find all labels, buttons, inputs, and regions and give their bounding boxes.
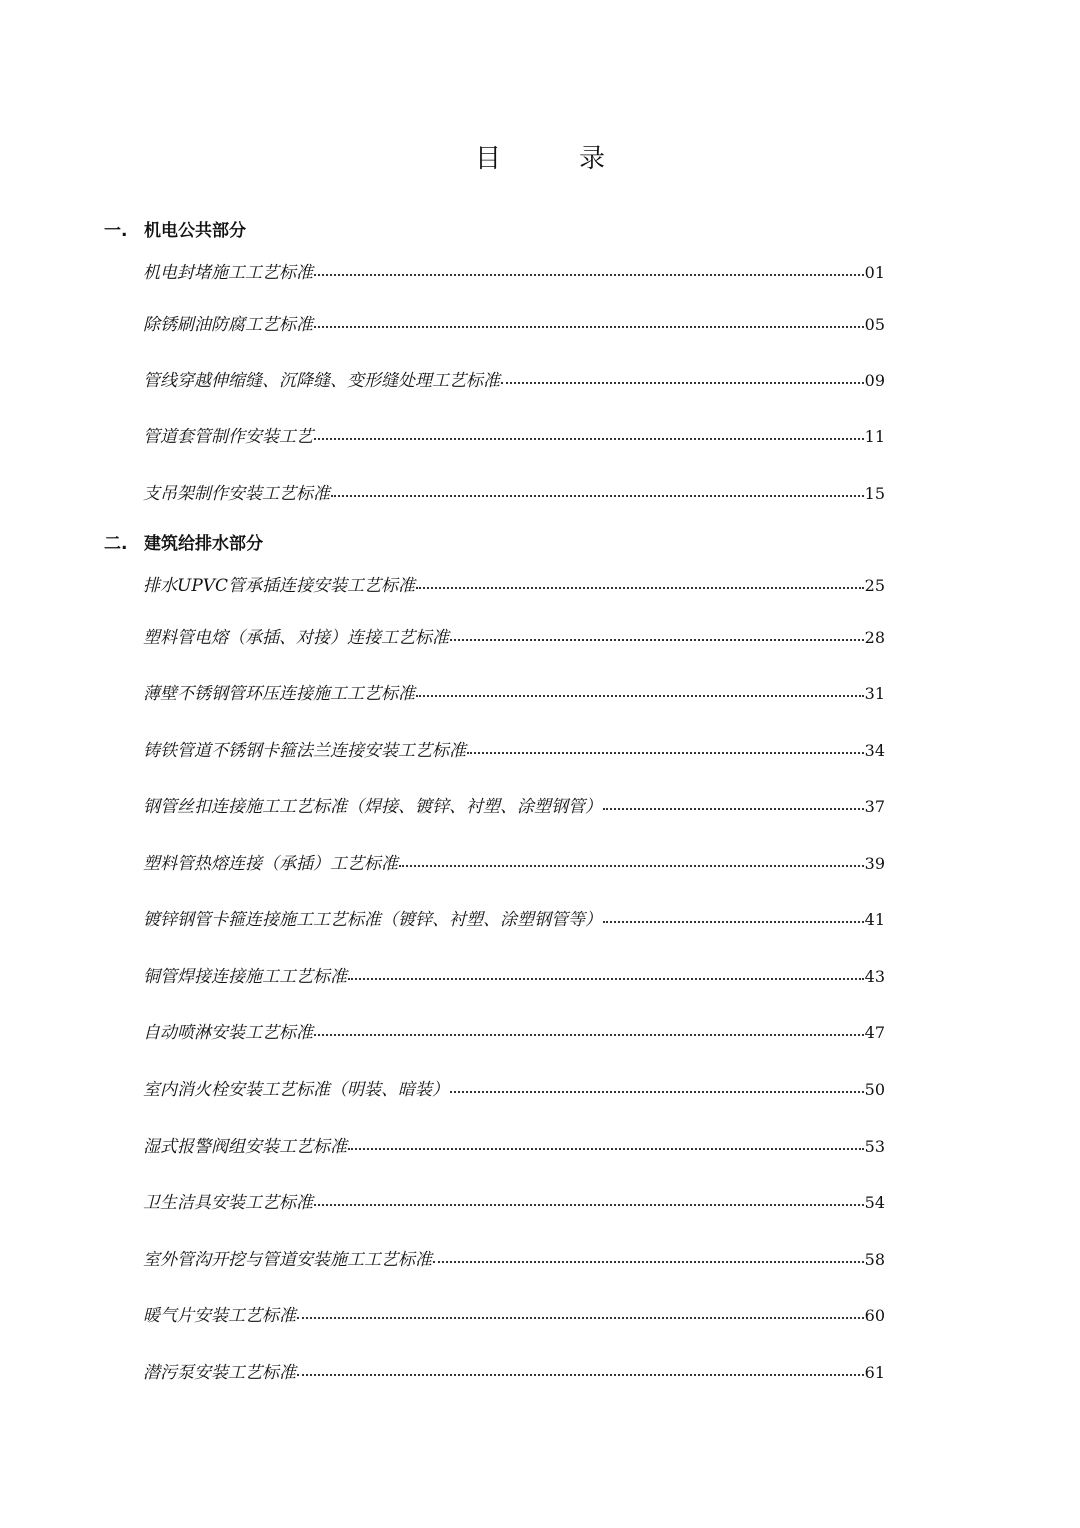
dot-leader — [433, 1261, 864, 1263]
section-title: 机电公共部分 — [144, 221, 246, 241]
toc-entry-page: 53 — [864, 1137, 885, 1156]
dot-leader — [314, 326, 864, 328]
dot-leader — [603, 808, 864, 810]
toc-entry-page: 37 — [864, 797, 885, 816]
toc-entry-label: 自动喷淋安装工艺标准 — [143, 1023, 313, 1043]
dot-leader — [314, 1034, 864, 1036]
dot-leader — [399, 865, 864, 867]
toc-entry-page: 28 — [864, 628, 885, 647]
toc-entry[interactable] — [143, 1188, 885, 1213]
toc-entry-label: 暖气片安装工艺标准 — [143, 1306, 296, 1326]
dot-leader — [450, 1091, 864, 1093]
toc-entry[interactable] — [143, 679, 885, 704]
toc-entry-page: 39 — [864, 854, 885, 873]
dot-leader — [314, 438, 864, 440]
dot-leader — [314, 1204, 864, 1206]
dot-leader — [450, 639, 864, 641]
dot-leader — [297, 1317, 864, 1319]
toc-entry-page: 11 — [864, 427, 885, 446]
toc-entry-label: 镀锌钢管卡箍连接施工工艺标准（镀锌、衬塑、涂塑钢管等） — [143, 910, 602, 930]
toc-entry-page: 60 — [864, 1306, 885, 1325]
toc-entry-page: 34 — [864, 741, 885, 760]
toc-entry-label: 塑料管热熔连接（承插）工艺标准 — [143, 854, 398, 874]
section-title: 建筑给排水部分 — [144, 534, 263, 554]
toc-entry-label: 塑料管电熔（承插、对接）连接工艺标准 — [143, 628, 449, 648]
section-heading-2 — [104, 529, 263, 554]
toc-entry[interactable] — [143, 905, 885, 930]
toc-entry-label: 潜污泵安装工艺标准 — [143, 1363, 296, 1383]
toc-entry[interactable] — [143, 258, 885, 283]
toc-entry-label: 机电封堵施工工艺标准 — [143, 263, 313, 283]
toc-entry[interactable] — [143, 623, 885, 648]
toc-entry-label: 卫生洁具安装工艺标准 — [143, 1193, 313, 1213]
toc-entry-label: 钢管丝扣连接施工工艺标准（焊接、镀锌、衬塑、涂塑钢管） — [143, 797, 602, 817]
section-number: 二. — [104, 534, 128, 554]
dot-leader — [603, 921, 864, 923]
toc-entry[interactable] — [143, 479, 885, 504]
dot-leader — [348, 1148, 864, 1150]
toc-entry-label: 铸铁管道不锈钢卡箍法兰连接安装工艺标准 — [143, 741, 466, 761]
toc-entry-label: 铜管焊接连接施工工艺标准 — [143, 967, 347, 987]
toc-entry-page: 25 — [864, 576, 885, 595]
dot-leader — [416, 695, 864, 697]
dot-leader — [331, 495, 864, 497]
dot-leader — [314, 274, 864, 276]
section-heading-1 — [104, 216, 246, 241]
toc-entry-label: 室外管沟开挖与管道安装施工工艺标准 — [143, 1250, 432, 1270]
section-number: 一. — [104, 221, 128, 241]
toc-entry[interactable] — [143, 422, 885, 447]
dot-leader — [467, 752, 864, 754]
toc-entry[interactable] — [143, 1018, 885, 1043]
toc-entry-page: 61 — [864, 1363, 885, 1382]
toc-entry[interactable] — [143, 1358, 885, 1383]
toc-entry-page: 09 — [864, 371, 885, 390]
toc-entry-page: 31 — [864, 684, 885, 703]
toc-entry[interactable] — [143, 1301, 885, 1326]
dot-leader — [297, 1374, 864, 1376]
toc-entry-label: 管线穿越伸缩缝、沉降缝、变形缝处理工艺标准 — [143, 371, 500, 391]
toc-entry[interactable] — [143, 366, 885, 391]
toc-entry-label: 室内消火栓安装工艺标准（明装、暗装） — [143, 1080, 449, 1100]
toc-entry-label: 排水UPVC管承插连接安装工艺标准 — [143, 576, 416, 596]
toc-entry-label: 除锈刷油防腐工艺标准 — [143, 315, 313, 335]
toc-entry-label: 湿式报警阀组安装工艺标准 — [143, 1137, 347, 1157]
toc-entry[interactable] — [143, 962, 885, 987]
toc-entry[interactable] — [143, 736, 885, 761]
toc-entry[interactable] — [143, 1132, 885, 1157]
toc-entry-label: 管道套管制作安装工艺 — [143, 427, 313, 447]
toc-entry-page: 41 — [864, 910, 885, 929]
toc-entry[interactable] — [143, 792, 885, 817]
dot-leader — [348, 978, 864, 980]
toc-entry-page: 05 — [864, 315, 885, 334]
toc-entry-label: 薄壁不锈钢管环压连接施工工艺标准 — [143, 684, 415, 704]
toc-entry-page: 54 — [864, 1193, 885, 1212]
toc-entry[interactable] — [143, 1075, 885, 1100]
toc-entry[interactable] — [143, 1245, 885, 1270]
toc-entry[interactable] — [143, 571, 885, 596]
toc-entry-page: 01 — [864, 263, 885, 282]
toc-entry-page: 50 — [864, 1080, 885, 1099]
toc-entry-label: 支吊架制作安装工艺标准 — [143, 484, 330, 504]
toc-entry[interactable] — [143, 310, 885, 335]
toc-entry-page: 58 — [864, 1250, 885, 1269]
dot-leader — [501, 382, 864, 384]
dot-leader — [416, 587, 864, 589]
toc-entry-page: 47 — [864, 1023, 885, 1042]
page-title: 目 录 — [474, 144, 631, 174]
toc-entry-page: 15 — [864, 484, 885, 503]
toc-entry[interactable] — [143, 849, 885, 874]
toc-entry-page: 43 — [864, 967, 885, 986]
